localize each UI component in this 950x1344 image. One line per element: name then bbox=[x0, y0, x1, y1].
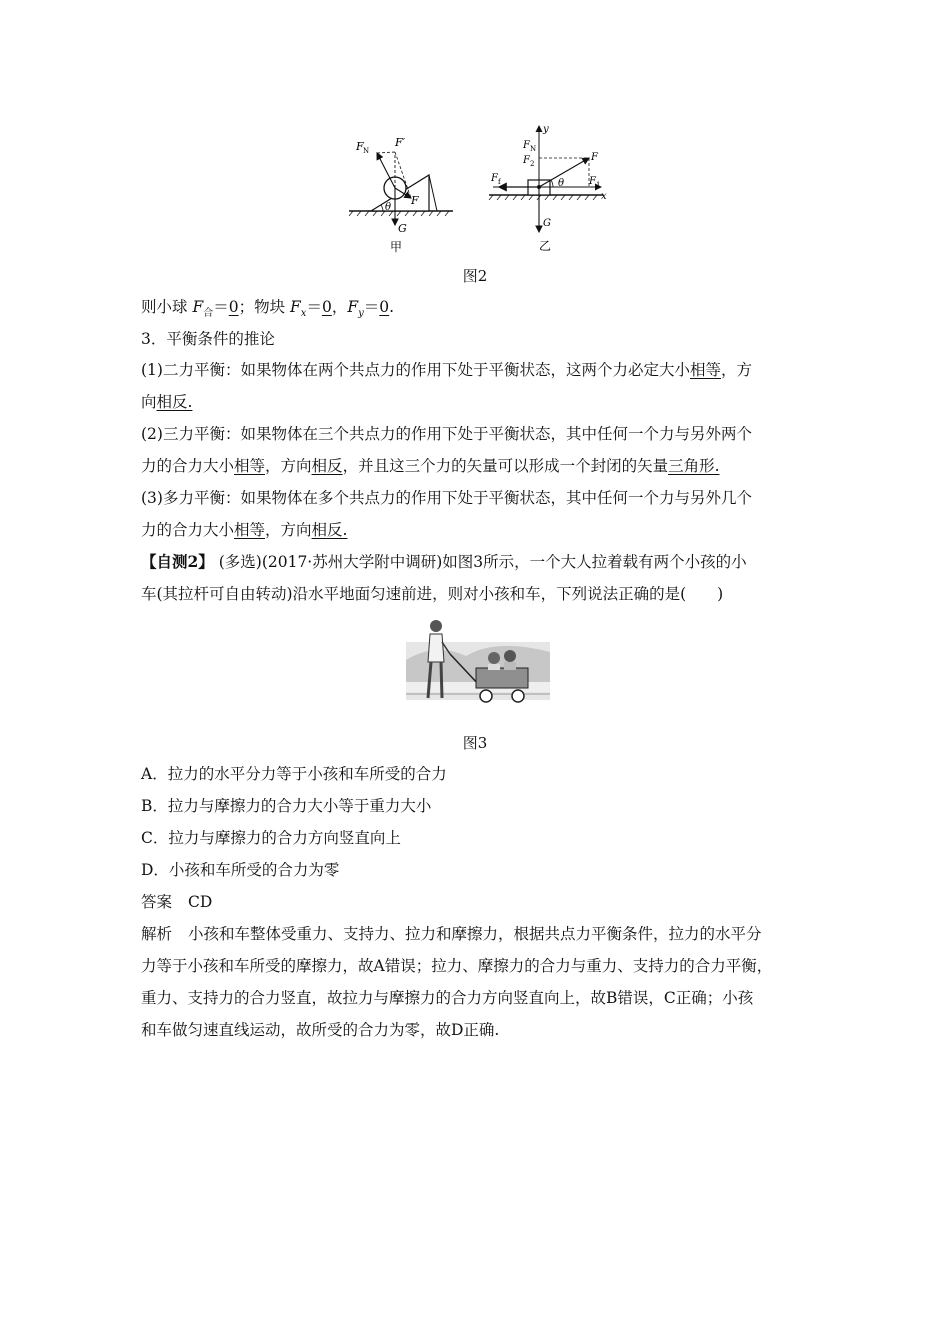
label-fprime: F′ bbox=[395, 136, 406, 149]
paragraph-multi-force-l1: (3)多力平衡：如果物体在多个共点力的作用下处于平衡状态，其中任何一个力与另外几个 bbox=[141, 489, 752, 507]
symbol: F bbox=[192, 298, 204, 316]
label-y: y bbox=[543, 124, 549, 135]
paragraph-two-force-l2 bbox=[141, 392, 192, 412]
answer-blank: 0 bbox=[321, 298, 332, 316]
label-theta: θ bbox=[558, 178, 565, 189]
label-f2-sub: 2 bbox=[530, 160, 535, 168]
label-fn-sub: N bbox=[363, 147, 370, 155]
symbol: F bbox=[347, 298, 359, 316]
figure3-illustration bbox=[406, 612, 550, 712]
label-x: x bbox=[601, 191, 607, 202]
section3-heading: 3．平衡条件的推论 bbox=[141, 330, 275, 348]
text: 则小球 bbox=[141, 298, 193, 316]
paragraph-three-force-l2 bbox=[141, 456, 720, 476]
figure2-left-diagram bbox=[345, 128, 455, 256]
label-fn-sub: N bbox=[530, 145, 537, 153]
figure2-left-sublabel: 甲 bbox=[390, 240, 403, 254]
subscript: 合 bbox=[203, 308, 214, 320]
text: ＝ bbox=[363, 298, 380, 316]
text: 向 bbox=[141, 393, 157, 411]
text: 力的合力大小 bbox=[141, 521, 235, 539]
analysis-label: 解析 bbox=[141, 925, 173, 943]
analysis-line2: 力等于小孩和车所受的摩擦力，故A错误；拉力、摩擦力的合力与重力、支持力的合力平衡， bbox=[141, 957, 773, 975]
answer-blank: 相反. bbox=[156, 393, 193, 411]
text: 力的合力大小 bbox=[141, 457, 235, 475]
question-line1 bbox=[141, 552, 747, 572]
label-fn: F bbox=[523, 140, 530, 151]
answer-value: CD bbox=[188, 893, 213, 911]
paragraph-multi-force-l2 bbox=[141, 520, 347, 540]
option-c[interactable]: C．拉力与摩擦力的合力方向竖直向上 bbox=[141, 829, 401, 847]
option-d[interactable]: D．小孩和车所受的合力为零 bbox=[141, 861, 340, 879]
answer-blank: 相反 bbox=[311, 457, 343, 475]
answer-blank: 相等 bbox=[234, 521, 266, 539]
analysis-line4: 和车做匀速直线运动，故所受的合力为零，故D正确. bbox=[141, 1021, 500, 1039]
text: (1)二力平衡：如果物体在两个共点力的作用下处于平衡状态，这两个力必定大小 bbox=[141, 361, 690, 379]
figure2-right-diagram bbox=[485, 120, 615, 256]
answer-blank: 相反. bbox=[311, 521, 348, 539]
label-f: F bbox=[591, 152, 598, 163]
option-b[interactable]: B．拉力与摩擦力的合力大小等于重力大小 bbox=[141, 797, 432, 815]
figure2-right-sublabel: 乙 bbox=[539, 239, 552, 253]
option-a[interactable]: A．拉力的水平分力等于小孩和车所受的合力 bbox=[141, 765, 447, 783]
answer-blank: 0 bbox=[379, 298, 390, 316]
subscript: y bbox=[358, 308, 364, 320]
answer-blank: 0 bbox=[228, 298, 239, 316]
analysis-line1 bbox=[141, 924, 762, 944]
text: ，并且这三个力的矢量可以形成一个封闭的矢量 bbox=[342, 457, 669, 475]
text: ；物块 bbox=[238, 298, 291, 316]
subscript: x bbox=[300, 308, 307, 320]
label-ff-sub: f bbox=[498, 178, 501, 186]
text: ，方 bbox=[720, 361, 752, 379]
analysis-line3: 重力、支持力的合力竖直，故拉力与摩擦力的合力方向竖直向上，故B错误，C正确；小孩 bbox=[141, 989, 754, 1007]
label-theta: θ bbox=[385, 202, 392, 213]
paragraph-three-force-l1: (2)三力平衡：如果物体在三个共点力的作用下处于平衡状态，其中任何一个力与另外两个 bbox=[141, 425, 752, 443]
answer-blank: 三角形. bbox=[668, 457, 720, 475]
label-f: F bbox=[411, 194, 419, 207]
label-fn: F bbox=[356, 140, 364, 153]
text: ＝ bbox=[213, 298, 229, 316]
answer-blank: 相等 bbox=[689, 361, 721, 379]
answer-line bbox=[141, 892, 212, 912]
label-f2: F bbox=[523, 155, 530, 166]
text: (多选)(2017·苏州大学附中调研)如图3所示，一个大人拉着载有两个小孩的小 bbox=[213, 553, 747, 571]
label-g: G bbox=[398, 222, 407, 235]
answer-blank: 相等 bbox=[234, 457, 266, 475]
label-f1-sub: 1 bbox=[596, 181, 601, 189]
label-ff: F bbox=[491, 173, 498, 184]
text: ， bbox=[331, 298, 348, 316]
text: ，方向 bbox=[265, 457, 312, 475]
text: ，方向 bbox=[265, 521, 312, 539]
text: 小孩和车整体受重力、支持力、拉力和摩擦力，根据共点力平衡条件，拉力的水平分 bbox=[188, 925, 762, 943]
symbol: F bbox=[290, 298, 301, 316]
answer-label: 答案 bbox=[141, 893, 173, 911]
paragraph-two-force-l1 bbox=[141, 360, 752, 380]
result-line bbox=[141, 297, 394, 324]
label-g: G bbox=[543, 218, 551, 229]
figure2-caption: 图2 bbox=[462, 267, 488, 285]
question-line2: 车(其拉杆可自由转动)沿水平地面匀速前进，则对小孩和车，下列说法正确的是( ) bbox=[141, 585, 724, 603]
label-f1: F bbox=[589, 176, 596, 187]
text: ＝ bbox=[306, 298, 322, 316]
question-tag: 【自测2】 bbox=[141, 552, 214, 571]
figure3-caption: 图3 bbox=[462, 734, 488, 752]
text: . bbox=[389, 298, 395, 316]
